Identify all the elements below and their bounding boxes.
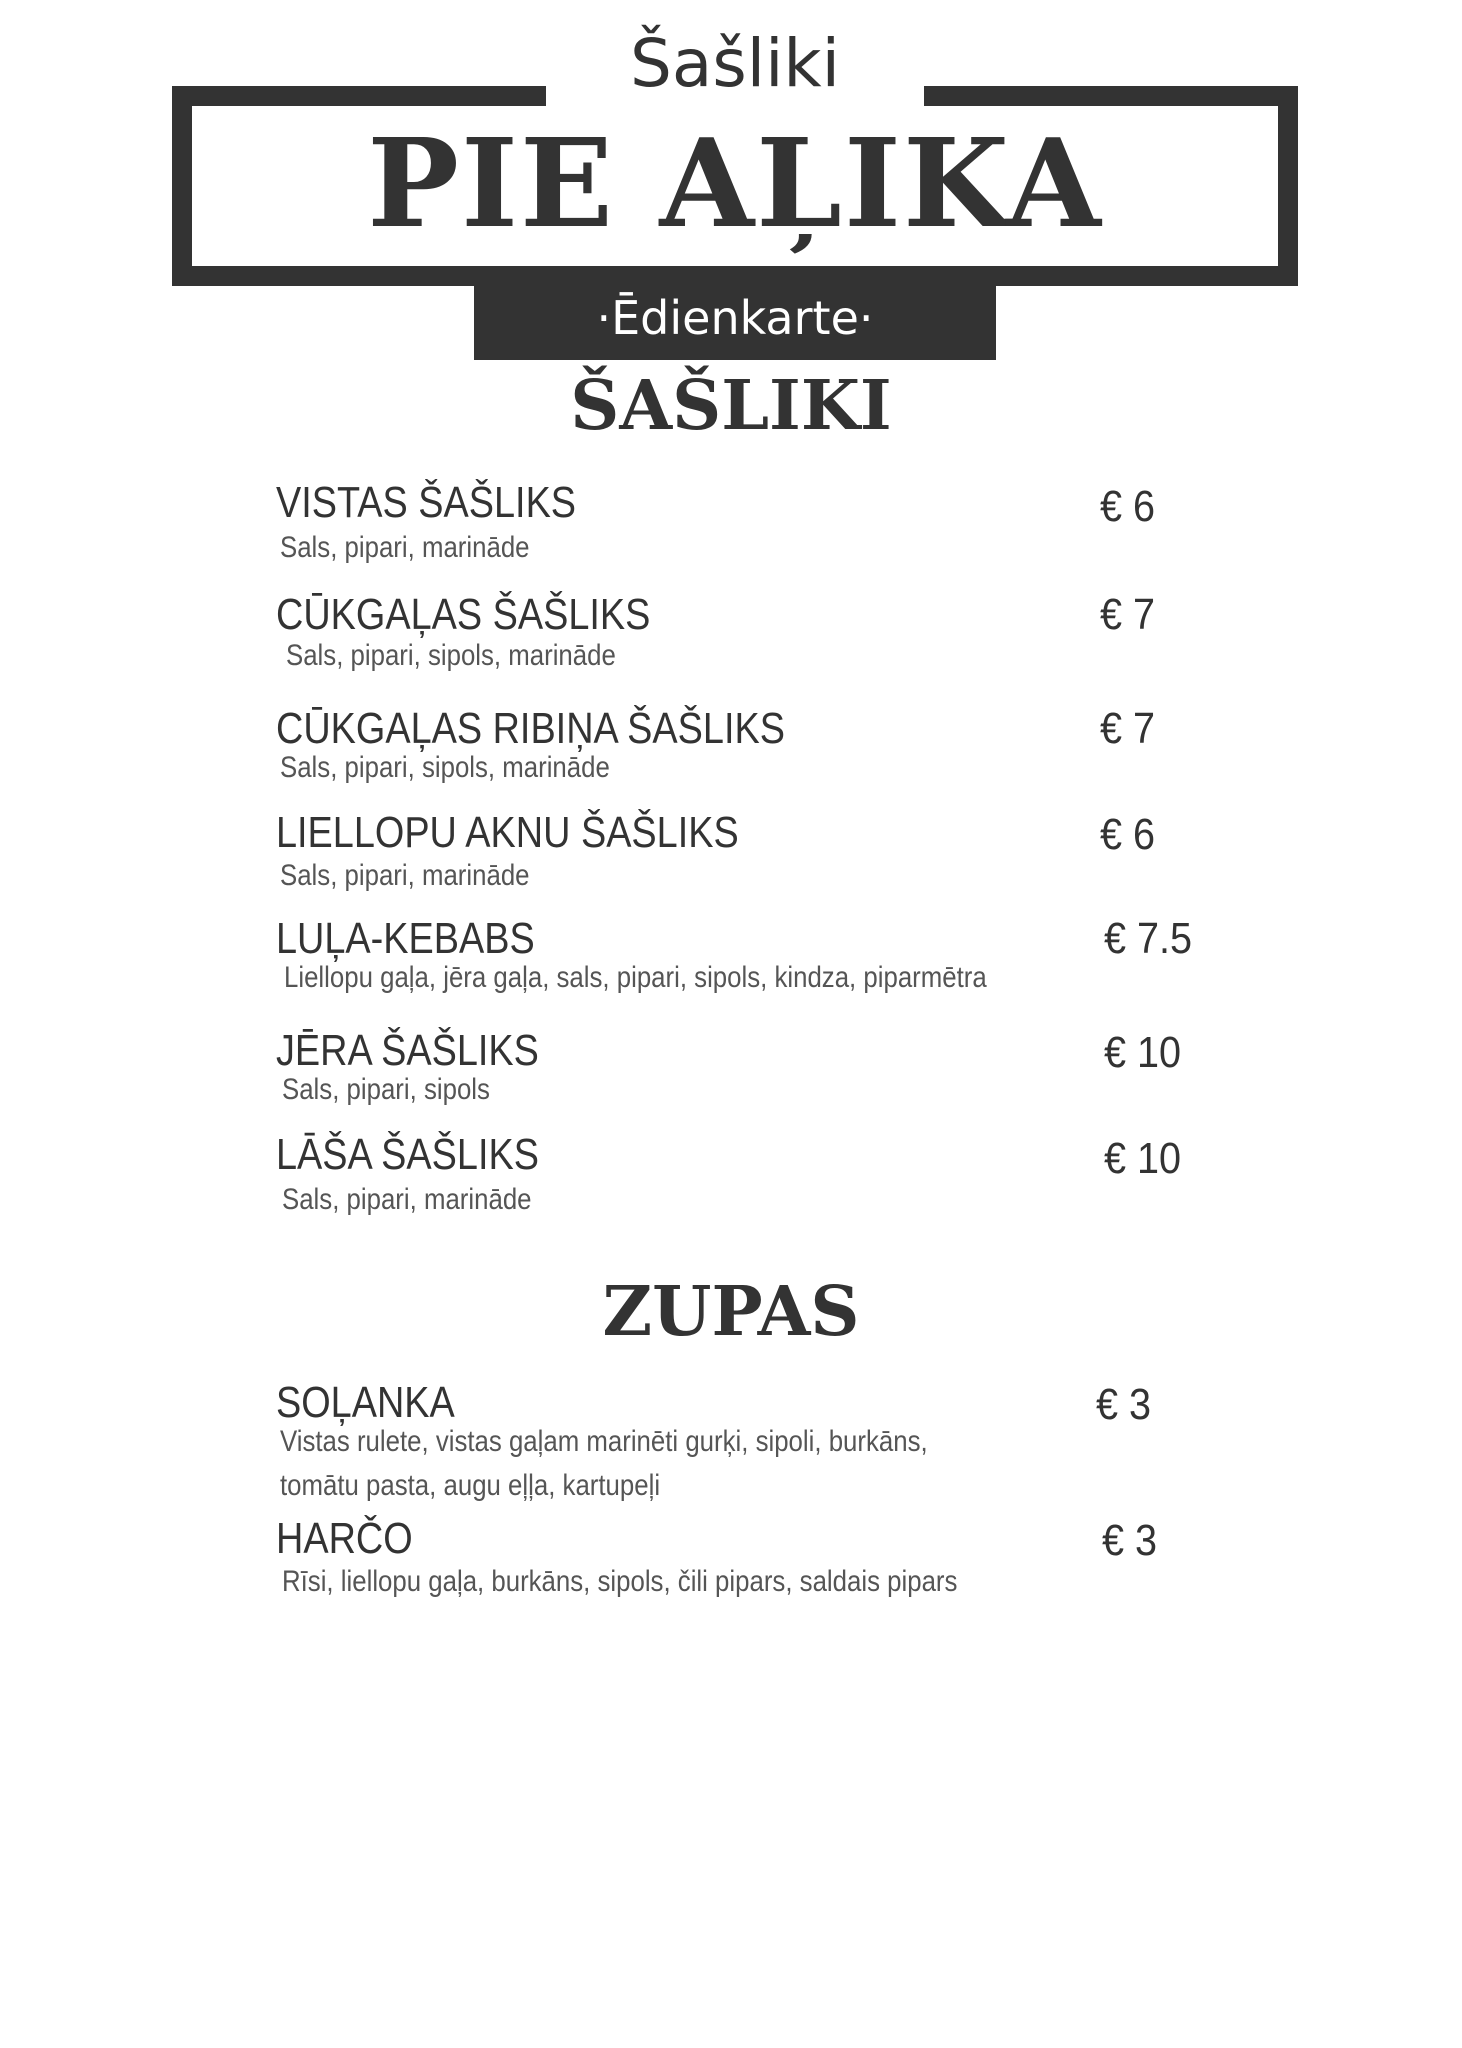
menu-item-description: Liellopu gaļa, jēra gaļa, sals, pipari, sipols, kindza, piparmētra: [284, 961, 987, 994]
menu-item-name: LUĻA-KEBABS: [276, 914, 535, 963]
menu-item-price: € 7: [1100, 704, 1156, 753]
menu-item-name: VISTAS ŠAŠLIKS: [276, 478, 577, 527]
logo-frame-left: [172, 86, 192, 286]
menu-item-price: € 6: [1100, 482, 1156, 531]
menu-item-name: JĒRA ŠAŠLIKS: [276, 1026, 539, 1075]
menu-item-description: Sals, pipari, marināde: [280, 859, 530, 892]
menu-item-name: CŪKGAĻAS ŠAŠLIKS: [276, 590, 651, 639]
section-title-zupas: ZUPAS: [602, 1272, 860, 1352]
menu-item-description: Sals, pipari, sipols, marināde: [286, 639, 616, 672]
menu-item-price: € 3: [1096, 1380, 1152, 1429]
logo-subtitle: Šašliki: [630, 25, 840, 102]
menu-item-name: SOĻANKA: [276, 1378, 455, 1427]
menu-item-description: Vistas rulete, vistas gaļam marinēti gurķi, sipoli, burkāns, tomātu pasta, augu eļļa, kartupeļi: [280, 1425, 928, 1502]
menu-item-description: Sals, pipari, marināde: [282, 1183, 532, 1216]
menu-item-description: Rīsi, liellopu gaļa, burkāns, sipols, čili pipars, saldais pipars: [282, 1565, 958, 1598]
section-title-sasliki: ŠAŠLIKI: [570, 366, 892, 446]
menu-item-price: € 10: [1104, 1028, 1182, 1077]
menu-item-price: € 3: [1102, 1516, 1158, 1565]
logo-tagline: ·Ēdienkarte·: [474, 282, 996, 360]
menu-item-name: LĀŠA ŠAŠLIKS: [276, 1130, 539, 1179]
menu-item-name: HARČO: [276, 1514, 413, 1563]
menu-item-description: Sals, pipari, marināde: [280, 531, 530, 564]
logo-frame-top-left: [172, 86, 546, 106]
menu-item-price: € 6: [1100, 810, 1156, 859]
menu-item-price: € 10: [1104, 1134, 1182, 1183]
menu-item-description: Sals, pipari, sipols, marināde: [280, 751, 610, 784]
menu-item-name: CŪKGAĻAS RIBIŅA ŠAŠLIKS: [276, 704, 785, 753]
logo-frame-right: [1278, 86, 1298, 286]
menu-item-description: Sals, pipari, sipols: [282, 1073, 490, 1106]
menu-item-price: € 7: [1100, 590, 1156, 639]
logo-title: PIE AĻIKA: [367, 111, 1103, 255]
menu-item-name: LIELLOPU AKNU ŠAŠLIKS: [276, 808, 739, 857]
menu-item-price: € 7.5: [1104, 914, 1193, 963]
logo-frame-top-right: [924, 86, 1298, 106]
restaurant-logo: [0, 0, 1462, 370]
